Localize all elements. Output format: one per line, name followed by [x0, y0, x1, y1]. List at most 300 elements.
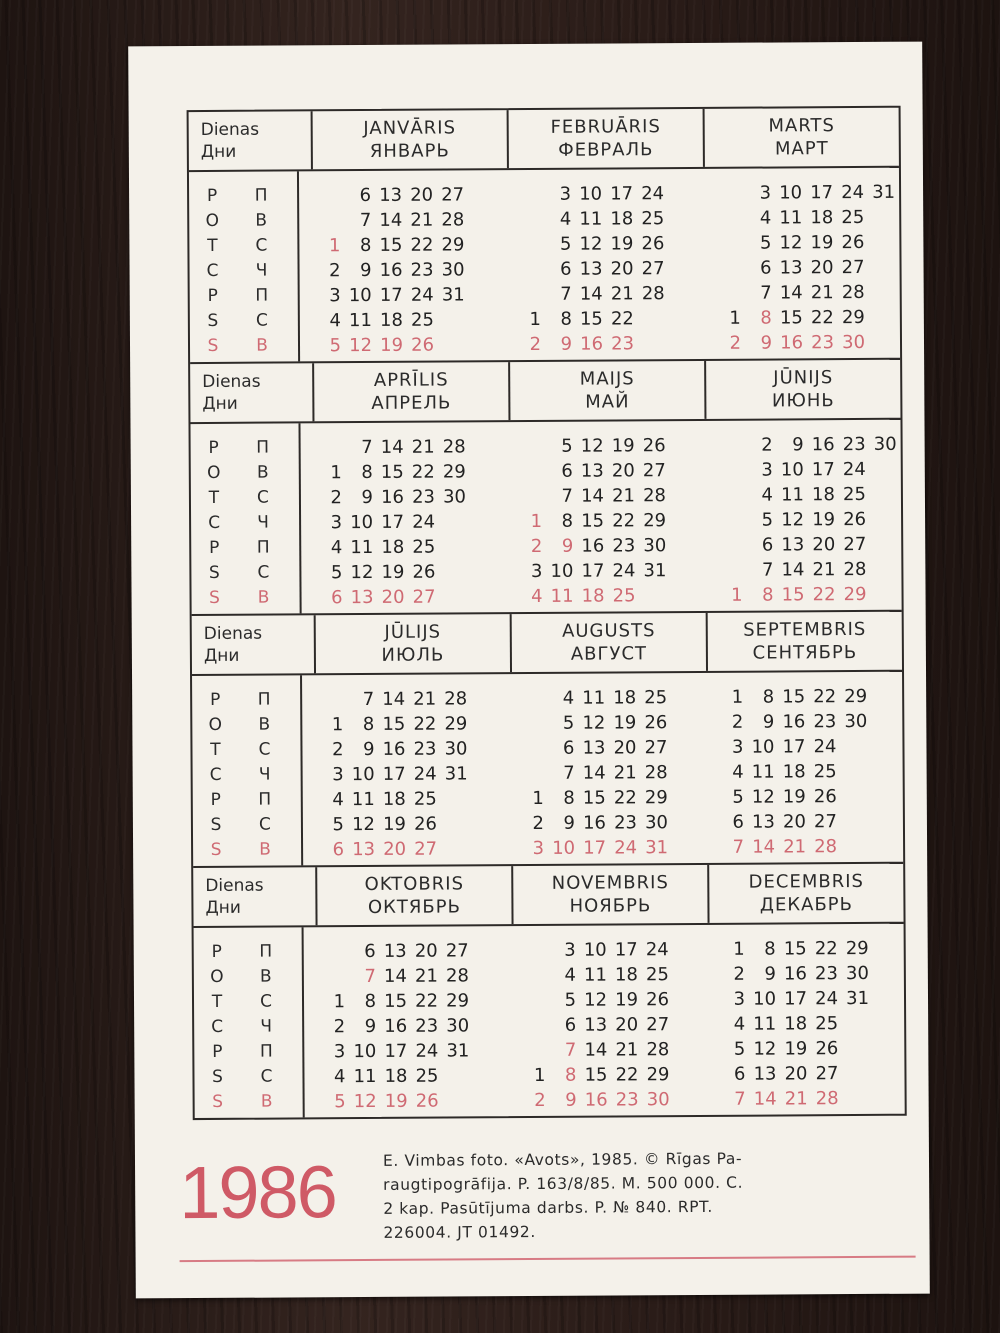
date-cell: 8	[762, 584, 774, 606]
date-cell: 9	[561, 535, 574, 557]
days-header	[192, 615, 316, 674]
month-dates	[702, 672, 903, 863]
weekday-abbr-lv: T	[210, 739, 221, 760]
date-cell: 27	[641, 258, 665, 280]
date-cell: 22	[813, 686, 837, 708]
date-cell: 3	[532, 837, 545, 859]
weekday-row	[191, 560, 299, 586]
date-cell	[437, 811, 468, 836]
date-cell: 27	[441, 184, 465, 206]
date-cell: 29	[441, 234, 465, 256]
date-cell	[837, 759, 868, 784]
date-cell: 26	[813, 786, 837, 808]
date-cell: 5	[732, 786, 744, 808]
date-cell	[512, 711, 543, 736]
date-cell: 5	[733, 1038, 746, 1060]
date-cell: 14	[779, 282, 803, 304]
date-cell	[314, 964, 345, 989]
month-header	[706, 360, 900, 419]
date-row	[500, 331, 700, 357]
date-row	[504, 1037, 704, 1063]
date-cell: 10	[779, 182, 803, 204]
weekday-row	[194, 964, 302, 990]
date-cell: 11	[550, 585, 574, 607]
date-cell: 27	[843, 533, 867, 556]
date-cell: 2	[761, 434, 773, 456]
date-cell: 19	[812, 509, 836, 531]
quarter-body	[189, 168, 900, 364]
date-cell: 30	[442, 486, 467, 508]
quarter-header	[190, 360, 900, 424]
date-cell: 29	[646, 1064, 670, 1086]
weekday-row	[189, 233, 297, 259]
date-cell: 17	[784, 988, 808, 1010]
date-cell: 6	[331, 587, 343, 609]
date-cell	[435, 509, 466, 534]
date-cell: 13	[350, 586, 374, 609]
date-row	[701, 457, 901, 483]
days-label-ru: Дни	[200, 141, 237, 162]
date-cell: 21	[611, 485, 636, 507]
date-cell	[314, 939, 345, 964]
date-cell: 22	[810, 307, 834, 329]
date-cell: 1	[532, 787, 544, 809]
date-cell: 25	[641, 208, 665, 230]
date-cell: 10	[550, 560, 574, 582]
date-cell: 31	[441, 284, 465, 306]
date-row	[701, 482, 901, 508]
weekday-row	[194, 1039, 302, 1065]
calendar-grid	[187, 106, 907, 1120]
date-cell: 26	[646, 989, 670, 1011]
date-cell: 10	[350, 511, 374, 534]
date-cell: 25	[813, 761, 837, 783]
date-cell: 27	[642, 460, 666, 482]
date-row	[701, 582, 901, 608]
imprint-text	[383, 1146, 904, 1245]
date-cell: 26	[841, 231, 865, 254]
month-name-lv: MARTS	[768, 115, 835, 137]
date-cell: 31	[872, 181, 896, 203]
date-cell: 21	[410, 209, 434, 231]
date-cell: 15	[584, 1064, 608, 1086]
date-cell: 18	[782, 761, 806, 783]
month-name-lv: MAIJS	[579, 368, 635, 390]
date-row	[302, 736, 502, 762]
date-cell: 12	[353, 1090, 377, 1113]
date-cell: 8	[561, 510, 574, 532]
month-dates	[302, 674, 503, 865]
date-cell: 4	[733, 1013, 746, 1035]
weekday-abbr-lv: S	[212, 1066, 223, 1087]
days-header	[193, 867, 317, 926]
date-cell: 18	[810, 207, 834, 229]
date-cell: 5	[330, 562, 343, 584]
date-cell: 25	[612, 585, 636, 607]
date-cell: 7	[732, 836, 745, 858]
date-cell: 14	[752, 836, 776, 858]
date-cell	[634, 306, 665, 331]
calendar-quarter	[192, 612, 904, 868]
date-cell: 30	[643, 535, 667, 557]
date-cell: 23	[814, 963, 838, 985]
date-cell: 29	[845, 937, 869, 960]
date-row	[503, 835, 703, 861]
date-cell: 23	[611, 333, 635, 355]
date-cell: 12	[349, 334, 373, 357]
date-cell: 20	[615, 1014, 639, 1036]
date-cell: 9	[563, 812, 576, 834]
date-cell: 11	[779, 207, 803, 229]
date-cell: 30	[844, 710, 868, 733]
date-cell: 29	[442, 461, 466, 483]
date-cell: 16	[582, 812, 607, 834]
date-cell: 9	[560, 333, 573, 355]
date-cell: 22	[615, 1064, 639, 1086]
date-cell: 6	[564, 1014, 577, 1036]
date-cell	[509, 232, 540, 257]
pocket-calendar-card	[128, 42, 930, 1299]
date-row	[303, 836, 503, 862]
date-cell	[709, 181, 740, 206]
date-cell	[711, 433, 742, 458]
quarter-header	[192, 612, 902, 676]
date-cell: 26	[415, 1090, 439, 1112]
date-cell	[435, 534, 466, 559]
date-cell	[711, 508, 742, 533]
date-cell: 19	[613, 712, 637, 734]
date-cell	[435, 559, 466, 584]
date-cell: 1	[331, 714, 344, 736]
date-cell: 12	[582, 712, 606, 734]
date-cell: 9	[361, 486, 374, 509]
date-cell: 12	[579, 233, 603, 255]
date-cell	[511, 484, 542, 509]
date-cell: 17	[811, 459, 835, 481]
quarter-body	[194, 924, 905, 1118]
date-cell: 21	[411, 436, 435, 458]
date-cell: 13	[383, 940, 407, 962]
date-cell	[439, 1088, 470, 1113]
date-cell: 4	[562, 687, 575, 709]
date-cell: 2	[330, 487, 343, 509]
quarter-body	[190, 420, 901, 616]
weekday-row	[192, 737, 300, 763]
weekday-row	[194, 1014, 302, 1040]
date-cell: 3	[530, 560, 543, 582]
date-cell: 8	[764, 938, 776, 960]
date-cell: 4	[564, 964, 576, 986]
date-cell: 17	[382, 763, 406, 785]
date-cell: 20	[810, 257, 834, 279]
date-row	[304, 963, 504, 989]
weekday-abbr-lv: P	[206, 185, 218, 206]
date-row	[700, 305, 900, 331]
date-cell: 23	[615, 1089, 639, 1111]
date-cell	[711, 483, 742, 508]
weekday-abbr-ru: П	[257, 689, 271, 710]
date-cell: 19	[381, 561, 405, 583]
date-cell	[634, 331, 665, 356]
date-row	[300, 307, 500, 333]
weekday-abbr-ru: С	[257, 562, 270, 583]
date-cell	[865, 280, 896, 305]
date-row	[499, 181, 699, 207]
date-cell: 19	[610, 233, 634, 255]
date-row	[501, 508, 701, 534]
date-row	[702, 684, 902, 710]
date-cell	[864, 230, 895, 255]
month-header	[314, 362, 510, 421]
weekday-abbr-lv: P	[209, 537, 220, 558]
date-row	[504, 937, 704, 963]
date-cell: 3	[731, 736, 744, 758]
month-header	[509, 109, 705, 168]
date-cell: 15	[783, 938, 807, 960]
date-cell	[437, 836, 468, 861]
date-cell: 25	[410, 309, 434, 331]
date-cell	[434, 332, 465, 357]
date-cell: 31	[645, 837, 669, 859]
date-cell: 28	[442, 436, 466, 458]
weekday-abbr-ru: Ч	[260, 1016, 273, 1037]
calendar-quarter	[189, 108, 901, 364]
date-cell: 25	[412, 536, 436, 558]
date-cell: 29	[644, 787, 668, 809]
weekday-abbr-ru: П	[259, 1041, 273, 1062]
date-cell: 7	[761, 559, 774, 581]
date-cell: 27	[445, 940, 469, 962]
date-cell	[509, 182, 540, 207]
date-cell: 11	[353, 1065, 377, 1088]
date-cell: 5	[561, 435, 573, 457]
date-cell: 29	[643, 510, 667, 532]
date-cell: 25	[644, 687, 668, 709]
date-cell: 22	[812, 584, 836, 606]
weekday-abbr-ru: В	[255, 210, 268, 231]
date-cell: 11	[751, 761, 775, 783]
month-dates	[704, 924, 905, 1115]
date-cell: 9	[792, 434, 804, 456]
month-dates	[504, 925, 705, 1116]
date-cell: 4	[330, 537, 343, 559]
weekday-abbr-ru: С	[256, 487, 269, 508]
date-cell: 7	[564, 1039, 577, 1061]
date-cell: 17	[614, 939, 638, 961]
date-cell: 6	[732, 811, 744, 833]
date-cell: 5	[759, 232, 772, 254]
date-cell	[509, 207, 540, 232]
date-cell: 30	[842, 331, 866, 354]
date-cell: 14	[584, 1039, 608, 1061]
date-cell: 22	[413, 713, 437, 735]
weekday-abbr-lv: P	[209, 689, 221, 710]
date-cell: 12	[751, 786, 775, 808]
date-cell	[709, 256, 740, 281]
date-cell: 16	[379, 259, 403, 281]
month-header	[513, 865, 709, 924]
date-cell	[866, 482, 897, 507]
weekday-abbr-ru: С	[260, 991, 273, 1012]
date-cell: 28	[642, 485, 667, 507]
date-cell: 8	[359, 234, 372, 257]
date-cell	[866, 557, 897, 582]
date-cell: 16	[382, 738, 406, 760]
date-cell: 23	[842, 433, 866, 456]
date-cell: 9	[362, 738, 375, 761]
weekday-row	[191, 510, 299, 536]
date-row	[501, 458, 701, 484]
date-row	[705, 1086, 905, 1112]
date-row	[703, 834, 903, 860]
date-row	[504, 1062, 704, 1088]
date-cell: 27	[644, 737, 668, 759]
date-cell: 30	[444, 738, 468, 760]
date-cell: 4	[559, 208, 572, 230]
date-cell: 7	[563, 762, 575, 784]
date-row	[699, 230, 899, 256]
date-row	[504, 987, 704, 1013]
date-cell: 20	[414, 940, 438, 962]
date-cell	[866, 507, 897, 532]
weekday-abbr-lv: C	[209, 764, 222, 785]
date-cell: 7	[364, 965, 376, 988]
month-name-lv: AUGUSTS	[561, 620, 656, 642]
date-cell	[309, 208, 340, 233]
date-cell: 1	[731, 584, 743, 606]
date-cell: 8	[564, 1064, 577, 1086]
date-cell: 10	[780, 459, 804, 481]
date-cell: 17	[381, 511, 405, 533]
date-cell: 28	[644, 762, 668, 784]
date-row	[703, 784, 903, 810]
date-cell: 19	[784, 1038, 808, 1060]
date-cell: 9	[762, 711, 775, 733]
date-cell	[511, 459, 542, 484]
date-row	[701, 532, 901, 558]
quarter-body	[192, 672, 903, 868]
date-cell: 23	[410, 259, 434, 281]
date-cell: 22	[612, 510, 636, 532]
date-cell: 24	[415, 1040, 439, 1062]
weekday-row	[194, 989, 302, 1015]
date-cell	[709, 206, 740, 231]
date-cell: 12	[584, 989, 608, 1011]
date-cell: 8	[762, 686, 775, 708]
month-header	[317, 866, 513, 925]
date-cell: 1	[733, 938, 745, 960]
date-row	[300, 282, 500, 308]
date-cell	[635, 583, 666, 608]
month-header	[512, 613, 708, 672]
date-cell: 14	[582, 762, 606, 784]
date-cell: 26	[843, 508, 867, 531]
date-cell: 26	[642, 435, 666, 457]
date-cell: 3	[761, 459, 773, 481]
date-cell: 21	[610, 283, 634, 305]
date-cell: 24	[641, 183, 665, 205]
date-row	[703, 809, 903, 835]
date-cell: 18	[784, 1013, 808, 1035]
date-cell: 23	[813, 711, 837, 733]
month-name-lv: OKTOBRIS	[364, 873, 465, 896]
weekday-abbr-lv: O	[207, 462, 221, 483]
month-name-ru: ЯНВАРЬ	[369, 140, 450, 162]
date-cell: 2	[529, 333, 542, 355]
date-row	[502, 685, 702, 711]
weekday-abbr-lv: T	[211, 991, 223, 1012]
date-cell: 20	[610, 258, 634, 280]
date-cell: 25	[645, 964, 669, 986]
date-cell: 24	[413, 763, 437, 785]
date-row	[301, 559, 501, 585]
date-cell: 2	[731, 711, 744, 733]
weekday-abbr-lv: S	[208, 562, 220, 583]
date-row	[499, 256, 699, 282]
date-row	[704, 1011, 904, 1037]
date-cell: 7	[561, 485, 574, 507]
date-cell	[866, 582, 897, 607]
date-cell: 1	[529, 308, 541, 330]
date-cell: 7	[361, 436, 373, 459]
date-row	[299, 182, 499, 208]
date-cell: 5	[562, 712, 575, 734]
date-cell: 16	[384, 1015, 408, 1037]
month-name-ru: ИЮНЬ	[771, 390, 835, 412]
date-row	[502, 735, 702, 761]
date-cell: 5	[334, 1091, 346, 1113]
date-row	[501, 533, 701, 559]
date-cell: 15	[382, 713, 406, 735]
date-cell: 28	[814, 836, 838, 858]
date-cell: 2	[532, 812, 545, 834]
date-cell	[709, 231, 740, 256]
date-cell	[434, 307, 465, 332]
date-cell: 29	[844, 685, 868, 708]
date-row	[503, 785, 703, 811]
weekday-abbr-ru: С	[255, 310, 268, 331]
date-cell: 2	[733, 963, 745, 985]
date-cell	[866, 457, 897, 482]
date-cell: 2	[331, 739, 344, 761]
date-cell: 23	[811, 332, 835, 354]
date-row	[304, 938, 504, 964]
date-cell: 22	[415, 990, 439, 1012]
date-cell: 26	[641, 233, 665, 255]
date-row	[704, 961, 904, 987]
date-cell: 27	[414, 838, 438, 860]
date-cell	[509, 257, 540, 282]
date-cell: 17	[384, 1040, 408, 1062]
weekday-row	[191, 535, 299, 561]
date-cell: 4	[329, 310, 341, 332]
date-cell: 20	[381, 586, 405, 608]
date-cell: 26	[411, 334, 435, 356]
date-cell: 29	[444, 713, 468, 735]
date-row	[301, 484, 501, 510]
month-name-ru: ИЮЛЬ	[381, 644, 445, 666]
date-cell: 23	[612, 535, 636, 557]
date-cell: 30	[644, 812, 668, 834]
weekday-column	[192, 675, 303, 866]
date-cell: 9	[764, 963, 776, 985]
date-row	[501, 433, 701, 459]
month-header	[709, 864, 903, 923]
date-row	[500, 281, 700, 307]
date-row	[301, 459, 501, 485]
date-cell: 16	[584, 1089, 608, 1111]
weekday-abbr-ru: П	[259, 941, 273, 962]
